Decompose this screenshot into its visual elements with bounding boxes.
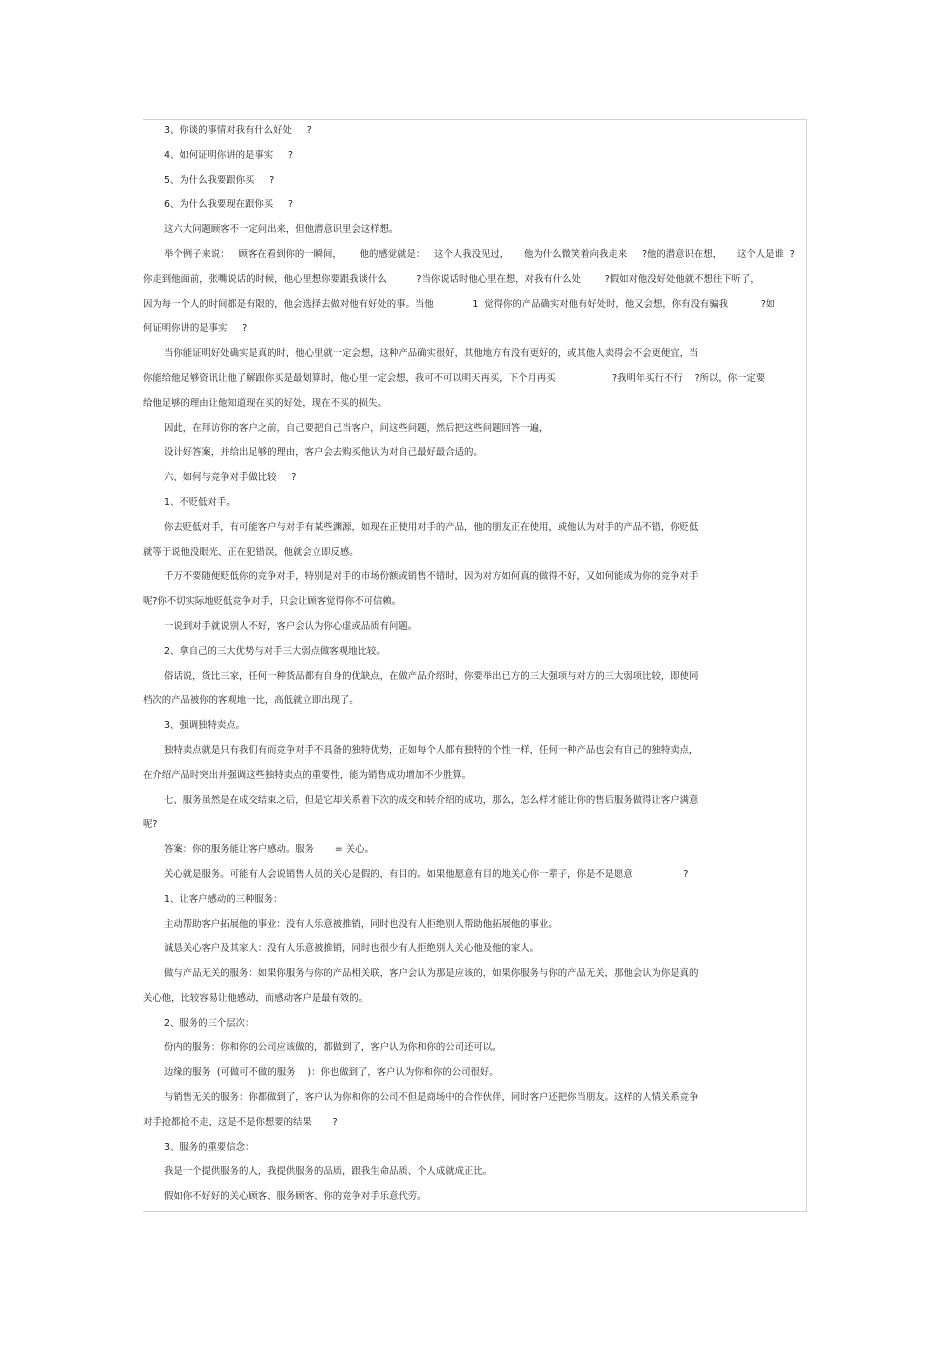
paragraph-line: 呢?你不切实际地贬低竞争对手，只会让顾客觉得你不可信赖。 [143,596,402,608]
paragraph-line: 千万不要随便贬低你的竞争对手，特别是对手的市场份额或销售不错时，因为对方如何真的做得不好，又如何能成为你的竞争对手 [164,571,699,583]
paragraph-line: 在介绍产品时突出并强调这些独特卖点的重要性，能为销售成功增加不少胜算。 [143,769,472,781]
paragraph-line: 3、强调独特卖点。 [164,720,245,732]
paragraph-line: 你去贬低对手，有可能客户与对手有某些渊源，如现在正使用对手的产品，他的朋友正在使用，或他认为对手的产品不错，你贬低 [164,521,699,533]
paragraph-line: 份内的服务：你和你的公司应该做的，都做到了，客户认为你和你的公司还可以。 [164,1042,502,1054]
paragraph-line: 边缘的服务 (可做可不做的服务 )：你也做到了，客户认为你和你的公司很好。 [164,1067,499,1079]
paragraph-line: 6、为什么我要现在跟你买 ? [164,199,293,211]
paragraph-line: 答案：你的服务能让客户感动。服务 = 关心。 [164,844,374,856]
paragraph-line: 假如你不好好的关心顾客、服务顾客、你的竞争对手乐意代劳。 [164,1191,427,1203]
paragraph-line: 5、为什么我要跟你买 ? [164,174,275,186]
paragraph-line: 4、如何证明你讲的是事实 ? [164,149,293,161]
paragraph-line: 1、让客户感动的三种服务： [164,893,283,905]
paragraph-line: 当你能证明好处确实是真的时，他心里就一定会想，这种产品确实很好，其他地方有没有更好的，或其他人卖得会不会更便宜，当 [164,348,699,360]
paragraph-line: 设计好答案，并给出足够的理由，客户会去购买他认为对自己最好最合适的。 [164,447,483,459]
paragraph-line: 档次的产品被你的客观地一比，高低就立即出现了。 [143,695,359,707]
paragraph-line: 七、服务虽然是在成交结束之后，但是它却关系着下次的成交和转介绍的成功，那么，怎么样才能让你的售后服务做得让客户满意 [164,794,699,806]
paragraph-line: 呢? [143,819,158,831]
paragraph-line: 独特卖点就是只有我们有而竞争对手不具备的独特优势，正如每个人都有独特的个性一样，任何一种产品也会有自己的独特卖点， [164,744,699,756]
paragraph-line: 举个例子来说： 顾客在看到你的一瞬间， 他的感觉就是： 这个人我没见过， 他为什么微笑着向我走来 ?他的潜意识在想， 这个人是谁 ? [164,248,795,260]
paragraph-line: 我是一个提供服务的人，我提供服务的品质，跟我生命品质、个人成就成正比。 [164,1166,493,1178]
paragraph-line: 做与产品无关的服务：如果你服务与你的产品相关联，客户会认为那是应该的，如果你服务与你的产品无关，那他会认为你是真的 [164,968,699,980]
paragraph-line: 2、拿自己的三大优势与对手三大弱点做客观地比较。 [164,645,386,657]
paragraph-line: 2、服务的三个层次： [164,1017,255,1029]
paragraph-line: 你能给他足够资讯让他了解跟你买是最划算时，他心里一定会想，我可不可以明天再买，下个月再买 ?我明年买行不行 ?所以，你一定要 [143,372,766,384]
paragraph-line: 因为每一个人的时间都是有限的，他会选择去做对他有好处的事。当他 1 觉得你的产品确实对他有好处时，他又会想，你有没有骗我 ?如 [143,298,776,310]
paragraph-line: 对手抢都抢不走，这是不是你想要的结果 ? [143,1116,338,1128]
paragraph-line: 这六大问题顾客不一定问出来，但他潜意识里会这样想。 [164,224,399,236]
paragraph-line: 3、你谈的事情对我有什么好处 ? [164,125,312,136]
paragraph-line: 六、如何与竞争对手做比较 ? [164,472,297,484]
paragraph-line: 就等于说他没眼光、正在犯错误，他就会立即反感。 [143,546,359,558]
paragraph-line: 主动帮助客户拓展他的事业：没有人乐意被推销，同时也没有人拒绝别人帮助他拓展他的事业。 [164,918,558,930]
document-body [143,119,807,1210]
paragraph-line: 1、不贬低对手。 [164,496,236,508]
paragraph-line: 关心就是服务。可能有人会说销售人员的关心是假的，有目的。如果他愿意有目的地关心你一辈子，你是不是愿意 ? [164,868,689,880]
paragraph-line: 3、服务的重要信念： [164,1141,255,1153]
paragraph-line: 俗话说，货比三家，任何一种货品都有自身的优缺点，在做产品介绍时，你要举出已方的三大强项与对方的三大弱项比较，即使同 [164,670,699,682]
paragraph-line: 给他足够的理由让他知道现在买的好处，现在不买的损失。 [143,397,387,409]
paragraph-line: 诚恳关心客户及其家人：没有人乐意被推销，同时也很少有人拒绝别人关心他及他的家人。 [164,943,540,955]
paragraph-line: 与销售无关的服务：你都做到了，客户认为你和你的公司不但是商场中的合作伙伴，同时客户还把你当朋友。这样的人情关系竞争 [164,1092,699,1104]
paragraph-line: 因此，在拜访你的客户之前，自己要把自己当客户，问这些问题，然后把这些问题回答一遍， [164,422,549,434]
paragraph-line: 关心他，比较容易让他感动，而感动客户是最有效的。 [143,992,369,1004]
paragraph-line: 一说到对手就说别人不好，客户会认为你心虚或品质有问题。 [164,620,418,632]
paragraph-line: 你走到他面前，张嘴说话的时候，他心里想你要跟我谈什么 ?当你说话时他心里在想，对我有什么处 ?假如对他没好处他就不想往下听了， [143,273,760,285]
paragraph-line: 何证明你讲的是事实 ? [143,323,248,335]
